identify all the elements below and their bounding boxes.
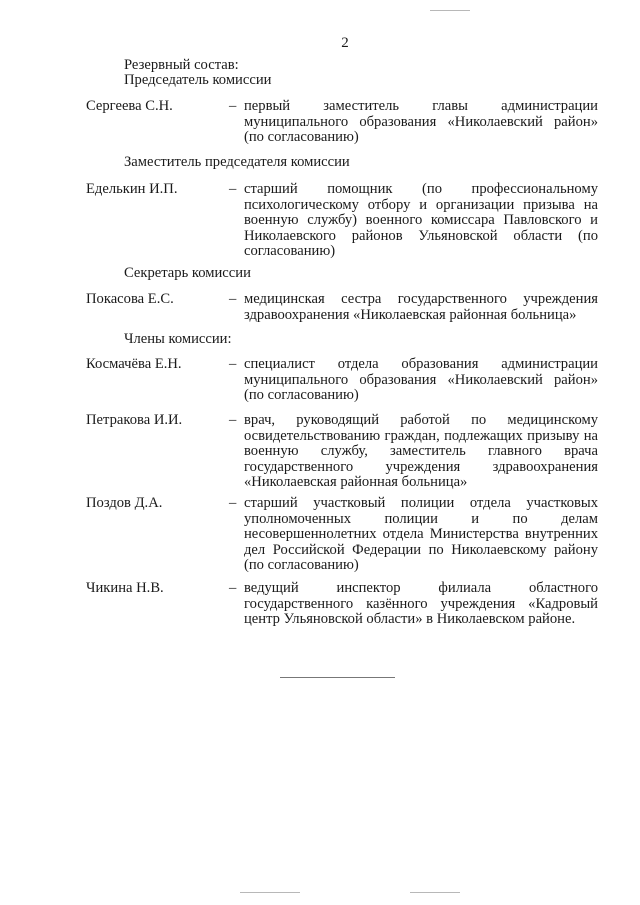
member-name: Сергеева С.Н. — [86, 98, 173, 114]
member-description: врач, руководящий работой по медицинскому освидетельствованию граждан, подлежащих призыву на военную службу, заместитель главного врача государственного учреждения здравоохранения «Николаевская районная больница» — [244, 412, 598, 491]
member-description: ведущий инспектор филиала областного государственного казённого учреждения «Кадровый центр Ульяновской области» в Николаевском районе. — [244, 580, 598, 628]
reserve-label: Резервный состав: — [124, 57, 239, 73]
member-description: специалист отдела образования администрации муниципального образования «Николаевский район» (по согласованию) — [244, 356, 598, 404]
member-name: Еделькин И.П. — [86, 181, 178, 197]
member-description: медицинская сестра государственного учреждения здравоохранения «Николаевская районная больница» — [244, 291, 598, 323]
member-name: Покасова Е.С. — [86, 291, 174, 307]
member-name: Петракова И.И. — [86, 412, 183, 428]
section-heading-deputy: Заместитель председателя комиссии — [124, 154, 350, 170]
member-name: Космачёва Е.Н. — [86, 356, 182, 372]
section-heading-members: Члены комиссии: — [124, 331, 232, 347]
section-heading-chairman: Председатель комиссии — [124, 72, 272, 88]
member-description: старший участковый полиции отдела участковых уполномоченных полиции и по делам несовершеннолетних отдела Министерства внутренних дел Российской Федерации по Николаевскому району (по согласованию) — [244, 495, 598, 574]
scan-artifact — [410, 892, 460, 893]
member-dash: – — [229, 356, 237, 372]
page-number: 2 — [341, 35, 349, 51]
member-name: Чикина Н.В. — [86, 580, 164, 596]
scan-artifact — [240, 892, 300, 893]
scan-artifact — [430, 10, 470, 11]
closing-divider — [280, 677, 395, 678]
member-description: первый заместитель главы администрации муниципального образования «Николаевский район» (по согласованию) — [244, 98, 598, 146]
member-dash: – — [229, 412, 237, 428]
member-description: старший помощник (по профессиональному психологическому отбору и организации призыва на военную службу) военного комиссара Павловского и Николаевского районов Ульяновской области (по согласованию) — [244, 181, 598, 260]
member-dash: – — [229, 495, 237, 511]
member-name: Поздов Д.А. — [86, 495, 163, 511]
member-dash: – — [229, 291, 237, 307]
member-dash: – — [229, 181, 237, 197]
member-dash: – — [229, 580, 237, 596]
section-heading-secretary: Секретарь комиссии — [124, 265, 251, 281]
member-dash: – — [229, 98, 237, 114]
